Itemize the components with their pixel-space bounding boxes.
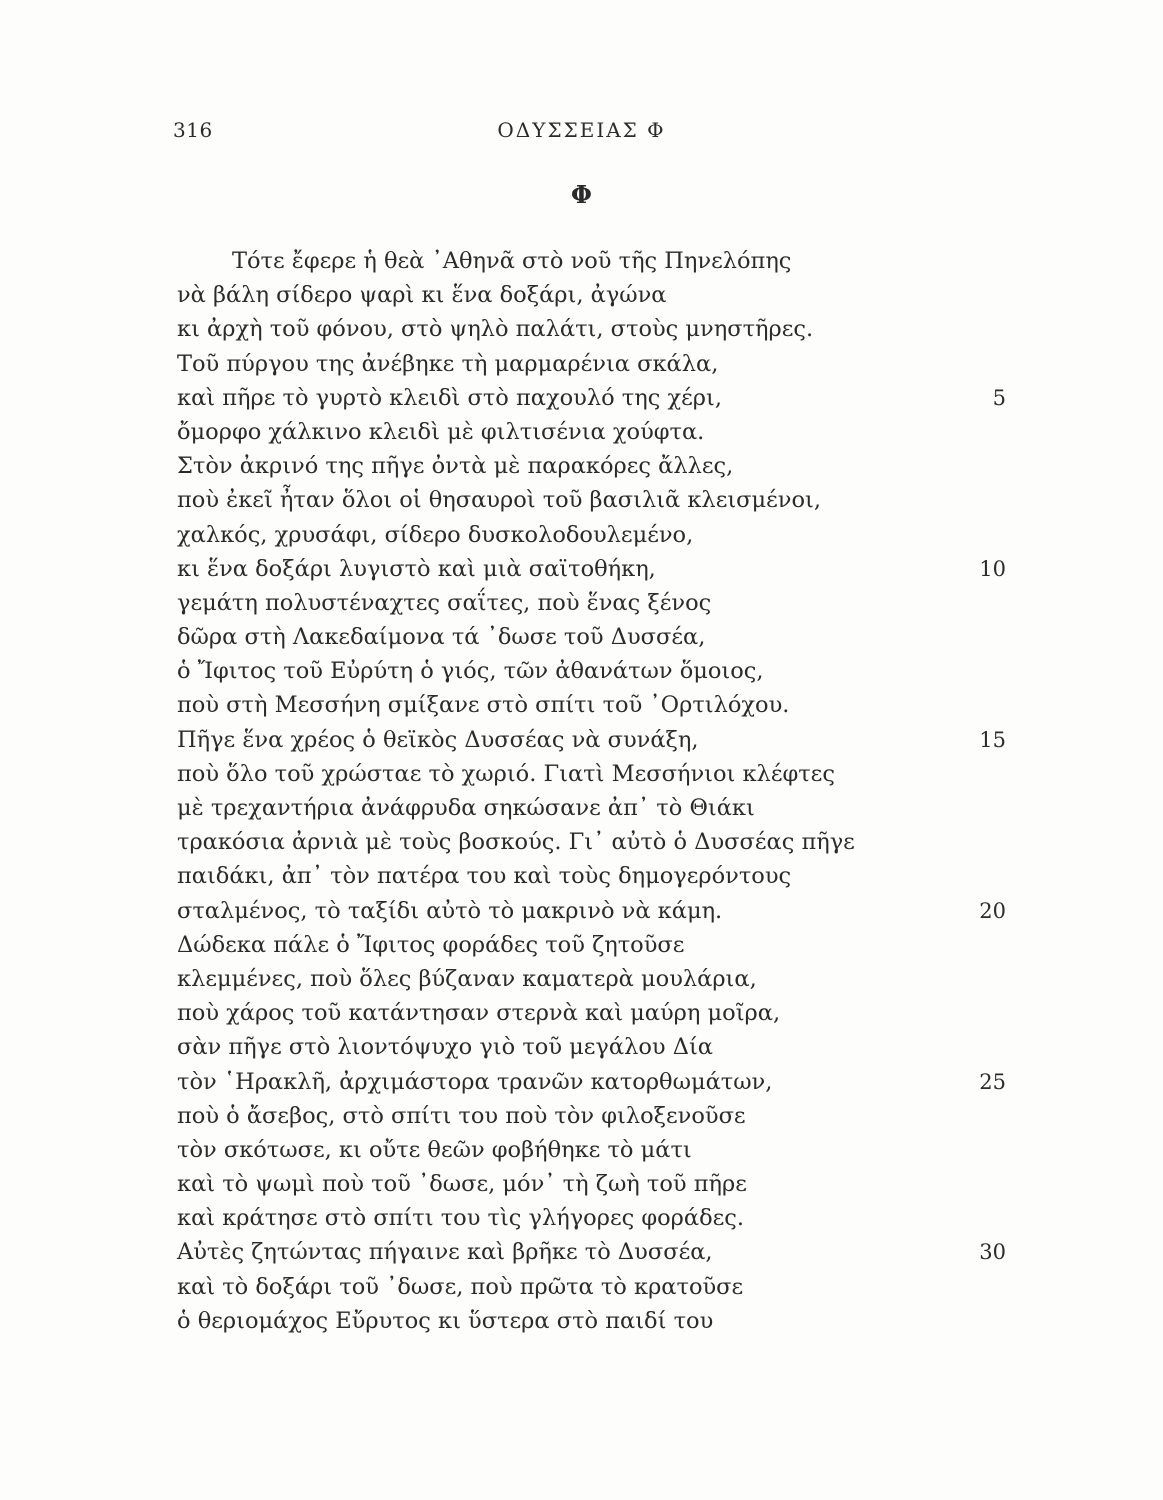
verse-line xyxy=(0,654,1163,688)
verse-line xyxy=(0,996,1163,1030)
verse-text: ὁ Ἴφιτος τοῦ Εὐρύτη ὁ γιός, τῶν ἀθανάτων ὅμοιος, xyxy=(177,658,764,685)
verse-line xyxy=(0,894,1163,928)
verse-line xyxy=(0,859,1163,893)
verse-line xyxy=(0,347,1163,381)
verse-line xyxy=(0,1235,1163,1269)
verse-text: Τότε ἔφερε ἡ θεὰ ᾿Αθηνᾶ στὸ νοῦ τῆς Πηνελόπης xyxy=(232,248,792,274)
verse-text: Στὸν ἀκρινό της πῆγε ὀντὰ μὲ παρακόρες ἄλλες, xyxy=(177,453,734,480)
verse-text: Δώδεκα πάλε ὁ Ἴφιτος φοράδες τοῦ ζητοῦσε xyxy=(177,931,685,958)
verse-line xyxy=(0,278,1163,312)
verse-text: καὶ τὸ ψωμὶ ποὺ τοῦ ᾿δωσε, μόν᾿ τὴ ζωὴ τοῦ πῆρε xyxy=(177,1171,747,1198)
verse-text: δῶρα στὴ Λακεδαίμονα τά ᾿δωσε τοῦ Δυσσέα, xyxy=(177,624,706,651)
verse-line xyxy=(0,757,1163,791)
verse-text: καὶ τὸ δοξάρι τοῦ ᾿δωσε, ποὺ πρῶτα τὸ κρατοῦσε xyxy=(177,1273,744,1300)
verse-line xyxy=(0,1167,1163,1201)
verse-line xyxy=(0,1065,1163,1099)
verse-line xyxy=(0,518,1163,552)
verse-text: παιδάκι, ἀπ᾿ τὸν πατέρα του καὶ τοὺς δημογερόντους xyxy=(177,863,792,890)
verse-text: νὰ βάλη σίδερο ψαρὶ κι ἕνα δοξάρι, ἀγώνα xyxy=(177,282,667,309)
verse-text: ποὺ στὴ Μεσσήνη σμίξανε στὸ σπίτι τοῦ ᾿Ορτιλόχου. xyxy=(177,692,790,719)
verse-line xyxy=(0,449,1163,483)
verse-line xyxy=(0,1201,1163,1235)
line-number: 30 xyxy=(979,1240,1006,1265)
verse-text: τρακόσια ἀρνιὰ μὲ τοὺς βοσκούς. Γι᾿ αὐτὸ ὁ Δυσσέας πῆγε xyxy=(177,829,855,856)
verse-text: ποὺ ὁ ἄσεβος, στὸ σπίτι του ποὺ τὸν φιλοξενοῦσε xyxy=(177,1102,746,1129)
verse-text: τὸν ῾Ηρακλῆ, ἀρχιμάστορα τρανῶν κατορθωμάτων, xyxy=(177,1068,773,1095)
verse-line xyxy=(0,586,1163,620)
verse-text: ποὺ χάρος τοῦ κατάντησαν στερνὰ καὶ μαύρη μοῖρα, xyxy=(177,1000,781,1027)
verse-line xyxy=(0,825,1163,859)
verse-line xyxy=(0,1133,1163,1167)
running-head: ΟΔΥΣΣΕΙΑΣ Φ xyxy=(497,118,666,142)
verse-text: σταλμένος, τὸ ταξίδι αὐτὸ τὸ μακρινὸ νὰ κάμη. xyxy=(177,897,723,924)
verse-text: Πῆγε ἕνα χρέος ὁ θεϊκὸς Δυσσέας νὰ συνάξη, xyxy=(177,726,699,753)
verse-text: ὄμορφο χάλκινο κλειδὶ μὲ φιλτισένια χούφτα. xyxy=(177,418,705,445)
verse-line xyxy=(0,688,1163,722)
verse-text: γεμάτη πολυστέναχτες σαΐτες, ποὺ ἕνας ξένος xyxy=(177,589,712,616)
verse-line xyxy=(0,415,1163,449)
line-number: 25 xyxy=(979,1069,1006,1094)
verse-text: ποὺ ἐκεῖ ἦταν ὅλοι οἱ θησαυροὶ τοῦ βασιλιᾶ κλεισμένοι, xyxy=(177,487,822,514)
verse-text: κι ἕνα δοξάρι λυγιστὸ καὶ μιὰ σαϊτοθήκη, xyxy=(177,555,656,582)
verse-block xyxy=(0,244,1163,1338)
verse-text: χαλκός, χρυσάφι, σίδερο δυσκολοδουλεμένο, xyxy=(177,521,694,548)
verse-text: κλεμμένες, ποὺ ὅλες βύζαναν καματερὰ μουλάρια, xyxy=(177,965,757,992)
verse-line xyxy=(0,244,1163,278)
verse-text: Αὐτὲς ζητώντας πήγαινε καὶ βρῆκε τὸ Δυσσέα, xyxy=(177,1239,713,1266)
verse-text: καὶ κράτησε στὸ σπίτι του τὶς γλήγορες φοράδες. xyxy=(177,1205,745,1232)
verse-line xyxy=(0,1099,1163,1133)
verse-text: τὸν σκότωσε, κι οὔτε θεῶν φοβήθηκε τὸ μάτι xyxy=(177,1136,692,1163)
verse-line xyxy=(0,552,1163,586)
verse-line xyxy=(0,1030,1163,1064)
verse-text: καὶ πῆρε τὸ γυρτὸ κλειδὶ στὸ παχουλό της χέρι, xyxy=(177,384,722,411)
line-number: 15 xyxy=(979,727,1006,752)
section-mark: Φ xyxy=(571,180,592,209)
verse-text: κι ἀρχὴ τοῦ φόνου, στὸ ψηλὸ παλάτι, στοὺς μνηστῆρες. xyxy=(177,316,814,343)
verse-line xyxy=(0,1304,1163,1338)
verse-line xyxy=(0,620,1163,654)
verse-text: ὁ θεριομάχος Εὔρυτος κι ὕστερα στὸ παιδί του xyxy=(177,1307,714,1334)
verse-text: σὰν πῆγε στὸ λιοντόψυχο γιὸ τοῦ μεγάλου Δία xyxy=(177,1034,713,1061)
verse-line xyxy=(0,791,1163,825)
verse-line xyxy=(0,723,1163,757)
verse-text: Τοῦ πύργου της ἀνέβηκε τὴ μαρμαρένια σκάλα, xyxy=(177,350,719,377)
page-number: 316 xyxy=(173,118,213,142)
verse-line xyxy=(0,312,1163,346)
line-number: 10 xyxy=(979,556,1006,581)
verse-line xyxy=(0,928,1163,962)
verse-text: μὲ τρεχαντήρια ἀνάφρυδα σηκώσανε ἀπ᾿ τὸ Θιάκι xyxy=(177,795,755,821)
verse-line xyxy=(0,381,1163,415)
verse-text: ποὺ ὅλο τοῦ χρώσταε τὸ χωριό. Γιατὶ Μεσσήνιοι κλέφτες xyxy=(177,760,835,787)
verse-line xyxy=(0,962,1163,996)
line-number: 5 xyxy=(992,385,1006,410)
verse-line xyxy=(0,1270,1163,1304)
verse-line xyxy=(0,483,1163,517)
line-number: 20 xyxy=(979,898,1006,923)
